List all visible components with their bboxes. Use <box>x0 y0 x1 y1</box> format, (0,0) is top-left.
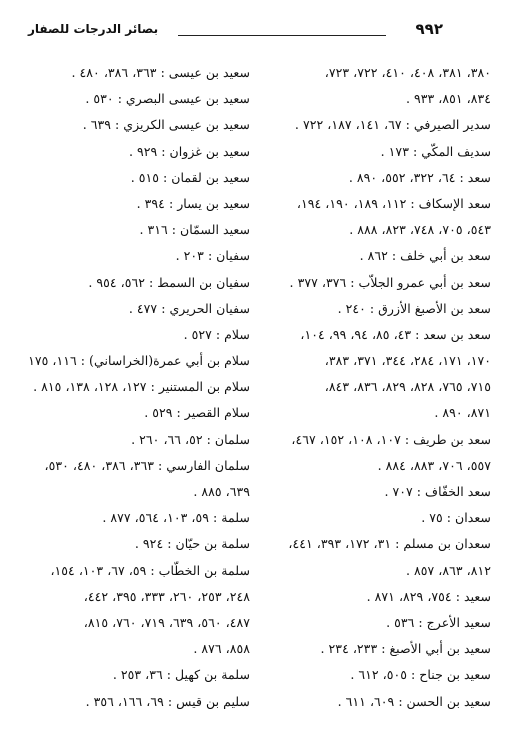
index-entry-line: ٨٥٨، ٨٧٦ . <box>193 641 250 657</box>
index-entry-line: سعيد بن لقمان : ٥١٥ . <box>130 169 250 185</box>
index-entry-line: سلمة بن الخطّاب : ٥٩، ٦٧، ١٠٣، ١٥٤، <box>50 562 250 578</box>
index-entry-line: سعدان بن مسلم : ٣١، ١٧٢، ٣٩٣، ٤٤١، <box>288 536 491 552</box>
index-entry-line: ١٧٠، ١٧١، ٢٨٤، ٣٤٤، ٣٧١، ٣٨٣، <box>324 353 491 369</box>
index-entry-line: سعيد بن عيسى : ٣٦٣، ٣٨٦، ٤٨٠ . <box>71 65 250 80</box>
index-column-left <box>18 60 250 715</box>
index-entry-line: سفيان الحريري : ٤٧٧ . <box>128 300 250 316</box>
index-entry-line: ٣٨٠، ٣٨١، ٤٠٨، ٤١٠، ٧٢٢، ٧٢٣، <box>324 65 491 80</box>
index-entry-line: ٥٤٣، ٧٠٥، ٧٤٨، ٨٢٣، ٨٨٨ . <box>349 222 491 238</box>
page-number: ٩٩٢ <box>415 20 443 38</box>
index-entry-line: ٦٣٩، ٨٨٥ . <box>193 484 250 499</box>
index-entry-line: سعيد السمّان : ٣١٦ . <box>139 222 250 238</box>
index-entry-line: سلمة بن كهيل : ٣٦، ٢٥٣ . <box>112 667 250 683</box>
index-entry-line: سدير الصيرفي : ٦٧، ١٤١، ١٨٧، ٧٢٢ . <box>294 117 491 133</box>
index-entry-line: سعيد بن عيسى البصري : ٥٣٠ . <box>85 91 250 107</box>
index-entry-line: سعيد بن عيسى الكريزي : ٦٣٩ . <box>82 117 250 133</box>
index-entry-line: ٨٣٤، ٨٥١، ٩٣٣ . <box>405 91 491 107</box>
index-entry-line: سعد بن الأصبغ الأزرق : ٢٤٠ . <box>337 300 491 316</box>
index-entry-line: سلام القصير : ٥٢٩ . <box>144 405 250 421</box>
index-entry-line: ٨٧١، ٨٩٠ . <box>434 405 491 421</box>
index-entry-line: سعد بن أبي عمرو الجلاّب : ٣٧٦، ٣٧٧ . <box>289 274 491 290</box>
index-entry-line: سعد الإسكاف : ١١٢، ١٨٩، ١٩٠، ١٩٤، <box>296 195 491 211</box>
index-entry-line: سلمة : ٥٩، ١٠٣، ٥٦٤، ٨٧٧ . <box>102 510 250 526</box>
header-rule <box>178 35 386 36</box>
index-column-right <box>259 60 491 715</box>
index-entry-line: سعيد الأعرج : ٥٣٦ . <box>386 614 491 630</box>
index-entry-line: سعيد بن الحسن : ٦٠٩، ٦١١ . <box>337 693 491 709</box>
index-entry-line: سفيان : ٢٠٣ . <box>175 248 250 264</box>
index-entry-line: سليم بن قيس : ٦٩، ١٦٦، ٣٥٦ . <box>85 693 250 709</box>
index-entry-line: سعيد بن غزوان : ٩٢٩ . <box>128 143 250 159</box>
index-entry-line: ٨١٢، ٨٦٣، ٨٥٧ . <box>405 562 491 578</box>
index-entry-line: سعد : ٦٤، ٣٢٢، ٥٥٢، ٨٩٠ . <box>348 169 491 185</box>
index-entry-line: سلام : ٥٢٧ . <box>183 326 250 342</box>
index-entry-line: سعد الخفّاف : ٧٠٧ . <box>384 484 491 499</box>
running-title: بصائر الدرجات للصفار <box>28 22 159 36</box>
index-entry-line: سديف المكّي : ١٧٣ . <box>380 143 491 159</box>
index-entry-line: سلمة بن حيّان : ٩٢٤ . <box>134 536 250 552</box>
index-entry-line: سلمان : ٥٢، ٦٦، ٢٦٠ . <box>131 431 250 447</box>
index-entry-line: سفيان بن السمط : ٥٦٢، ٩٥٤ . <box>88 274 250 290</box>
index-entry-line: سعيد بن يسار : ٣٩٤ . <box>136 195 250 211</box>
index-entry-line: سعد بن أبي خلف : ٨٦٢ . <box>359 248 491 264</box>
index-entry-line: سعيد بن أبي الأصبغ : ٢٣٣، ٢٣٤ . <box>320 641 491 657</box>
index-entry-line: سعد بن سعد : ٤٣، ٨٥، ٩٤، ٩٩، ١٠٤، <box>300 326 491 342</box>
index-entry-line: سعدان : ٧٥ . <box>421 510 491 526</box>
index-entry-line: ٥٥٧، ٧٠٦، ٨٨٣، ٨٨٤ . <box>377 457 491 473</box>
index-entry-line: سلمان الفارسي : ٣٦٣، ٣٨٦، ٤٨٠، ٥٣٠، <box>44 457 250 473</box>
index-entry-line: سعد بن طريف : ١٠٧، ١٠٨، ١٥٢، ٤٦٧، <box>291 431 491 447</box>
page-header <box>0 0 515 46</box>
index-entry-line: سلام بن أبي عمرة(الخراساني) : ١١٦، ١٧٥ <box>28 353 250 369</box>
index-entry-line: سلام بن المستنير : ١٢٧، ١٢٨، ١٣٨، ٨١٥ . <box>33 379 250 395</box>
index-entry-line: ٤٨٧، ٥٦٠، ٦٣٩، ٧١٩، ٧٦٠، ٨١٥، <box>83 614 250 630</box>
index-entry-line: سعيد : ٧٥٤، ٨٢٩، ٨٧١ . <box>366 588 491 604</box>
index-entry-line: ٢٤٨، ٢٥٣، ٢٦٠، ٣٣٣، ٣٩٥، ٤٤٢، <box>83 588 250 604</box>
index-entry-line: ٧١٥، ٧٦٥، ٨٢٨، ٨٢٩، ٨٣٦، ٨٤٣، <box>324 379 491 395</box>
index-entry-line: سعيد بن جناح : ٥٠٥، ٦١٢ . <box>350 667 491 683</box>
